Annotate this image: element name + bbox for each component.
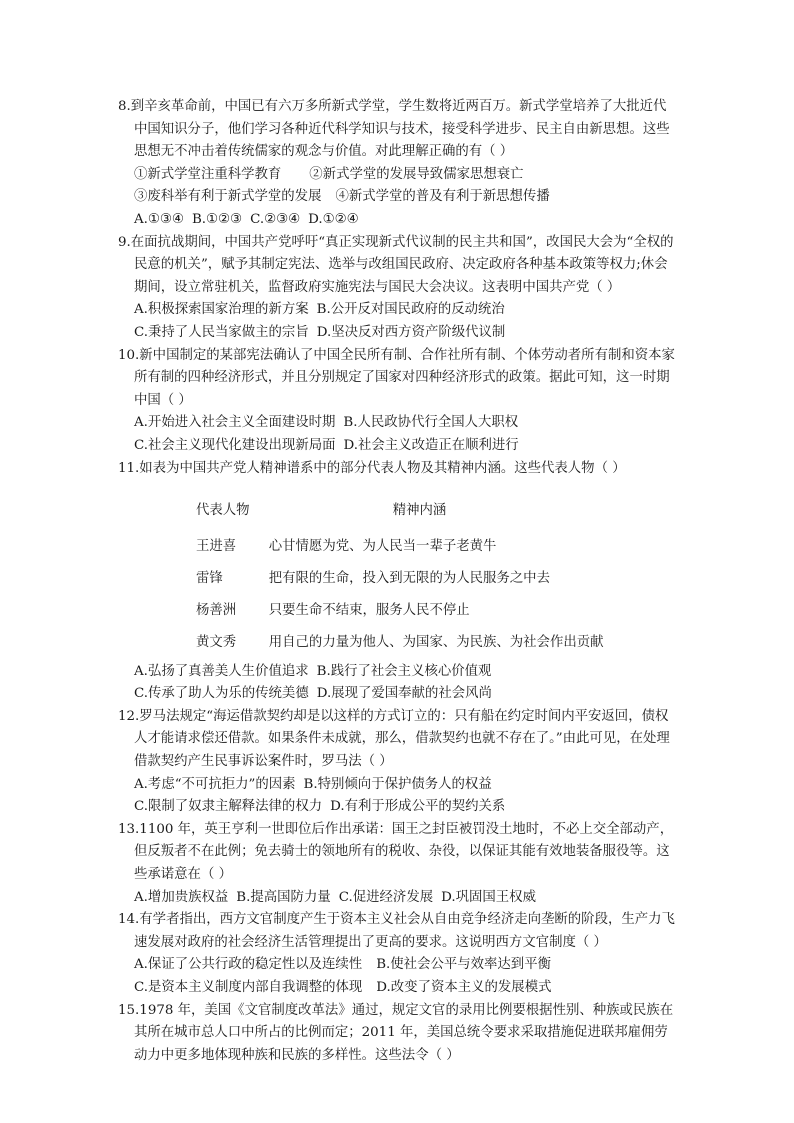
- question-11: [118, 458, 678, 706]
- table-cell-meaning: 把有限的生命，投入到无限的为人民服务之中去: [268, 570, 550, 586]
- question-13-option-c: C.促进经济发展: [338, 889, 434, 905]
- question-10-option-c: C.社会主义现代化建设出现新局面: [134, 437, 336, 453]
- question-12-option-d: D.有利于形成公平的契约关系: [330, 799, 506, 815]
- spirit-table-header-meaning: 精神内涵: [392, 503, 447, 519]
- question-8-item-1: ①新式学堂注重科学教育: [134, 166, 282, 182]
- question-8-options: [118, 209, 678, 232]
- question-13: [118, 819, 678, 909]
- question-9-option-d: D.坚决反对西方资产阶级代议制: [316, 324, 506, 340]
- question-12-option-a: A.考虑“不可抗拒力”的因素: [134, 776, 296, 792]
- table-cell-meaning: 心甘情愿为党、为人民当一辈子老黄牛: [268, 538, 497, 554]
- question-14-option-a: A.保证了公共行政的稳定性以及连续性: [134, 957, 363, 973]
- question-11-options-row-1: [118, 661, 678, 684]
- question-11-options-row-2: [118, 683, 678, 706]
- question-8-option-c: C.②③④: [250, 211, 301, 227]
- exam-page: [118, 96, 678, 1067]
- question-11-option-a: A.弘扬了真善美人生价值追求: [134, 663, 309, 679]
- question-13-option-a: A.增加贵族权益: [134, 889, 229, 905]
- question-14: [118, 909, 678, 999]
- question-11-option-b: B.践行了社会主义核心价值观: [316, 663, 492, 679]
- question-9-option-c: C.秉持了人民当家做主的宗旨: [134, 324, 309, 340]
- table-cell-person: 黄文秀: [196, 634, 237, 650]
- table-cell-person: 雷锋: [196, 570, 223, 586]
- question-14-options-row-1: [118, 954, 678, 977]
- question-8-stem: 8.到辛亥革命前，中国已有六万多所新式学堂，学生数将近两百万。新式学堂培养了大批近代中国知识分子，他们学习各种近代科学知识与技术，接受科学进步、民主自由新思想。这些思想无不冲击着传统儒家的观念与价值。对此理解正确的有（ ）: [118, 99, 670, 160]
- question-13-stem: 13.1100 年，英王亨利一世即位后作出承诺：国王之封臣被罚没土地时，不必上交全部动产，但反叛者不在此例；免去骑士的领地所有的税收、杂役，以保证其能有效地装备服役等。这些承诺意在（ ）: [118, 821, 674, 883]
- table-cell-person: 杨善洲: [196, 602, 237, 618]
- question-12: [118, 706, 678, 819]
- question-8-items-row-2: [118, 186, 678, 209]
- table-cell-person: 王进喜: [196, 538, 237, 554]
- question-15-stem: 15.1978 年，美国《文官制度改革法》通过，规定文官的录用比例要根据性别、种族或民族在其所在城市总人口中所占的比例而定；2011 年，美国总统令要求采取措施促进联邦雇佣劳动力中更多地体现种族和民族的多样性。这些法令（ ）: [118, 1002, 674, 1063]
- question-12-stem: 12.罗马法规定“海运借款契约却是以这样的方式订立的：只有船在约定时间内平安返回，债权人才能请求偿还借款。如果条件未成就，那么，借款契约也就不存在了。”由此可见，在处理借款契约产生民事诉讼案件时，罗马法（ ）: [118, 708, 670, 770]
- question-10: [118, 345, 678, 458]
- question-9-options-row-2: [118, 322, 678, 345]
- question-10-options-row-2: [118, 435, 678, 458]
- question-8-item-4: ④新式学堂的普及有利于新思想传播: [335, 189, 550, 205]
- question-12-options-row-1: [118, 774, 678, 797]
- question-8-option-b: B.①②③: [191, 211, 243, 227]
- question-9: [118, 232, 678, 345]
- question-10-stem: 10.新中国制定的某部宪法确认了中国全民所有制、合作社所有制、个体劳动者所有制和资本家所有制的四种经济形式，并且分别规定了国家对四种经济形式的政策。据此可知，这一时期中国（ ）: [118, 347, 675, 408]
- question-12-option-b: B.特别倾向于保护债务人的权益: [303, 776, 492, 792]
- question-12-options-row-2: [118, 796, 678, 819]
- question-10-option-a: A.开始进入社会主义全面建设时期: [134, 415, 336, 431]
- table-cell-meaning: 只要生命不结束，服务人民不停止: [268, 602, 470, 618]
- spirit-table-header-person: 代表人物: [196, 503, 250, 519]
- question-8: [118, 96, 678, 232]
- question-11-stem: 11.如表为中国共产党人精神谱系中的部分代表人物及其精神内涵。这些代表人物（ ）: [118, 460, 626, 476]
- question-12-option-c: C.限制了奴隶主解释法律的权力: [134, 799, 323, 815]
- question-15: [118, 1000, 678, 1068]
- question-14-options-row-2: [118, 977, 678, 1000]
- table-cell-meaning: 用自己的力量为他人、为国家、为民族、为社会作出贡献: [268, 634, 604, 650]
- question-13-option-d: D.巩固国王权威: [441, 889, 536, 905]
- question-9-option-a: A.积极探索国家治理的新方案: [134, 302, 309, 318]
- question-9-options-row-1: [118, 299, 678, 322]
- question-14-option-d: D.改变了资本主义的发展模式: [376, 980, 552, 995]
- spirit-table: [196, 494, 678, 659]
- question-10-option-d: D.社会主义改造正在顺利进行: [343, 437, 519, 453]
- question-14-stem: 14.有学者指出，西方文官制度产生于资本主义社会从自由竞争经济走向垄断的阶段，生产力飞速发展对政府的社会经济生活管理提出了更高的要求。这说明西方文官制度（ ）: [118, 912, 675, 950]
- question-8-item-3: ③废科举有利于新式学堂的发展: [134, 189, 322, 205]
- question-8-item-2: ②新式学堂的发展导致儒家思想衰亡: [309, 166, 524, 182]
- question-11-option-d: D.展现了爱国奉献的社会风尚: [316, 686, 492, 702]
- question-14-option-b: B.使社会公平与效率达到平衡: [376, 957, 551, 973]
- table-row: [196, 563, 678, 595]
- table-row: [196, 531, 678, 563]
- question-14-option-c: C.是资本主义制度内部自我调整的体现: [134, 980, 363, 995]
- question-10-option-b: B.人民政协代行全国人大职权: [343, 415, 519, 431]
- question-8-option-d: D.①②④: [308, 211, 359, 227]
- spirit-table-header: [196, 494, 678, 531]
- question-8-option-a: A.①③④: [134, 211, 184, 227]
- question-13-option-b: B.提高国防力量: [236, 889, 331, 905]
- question-10-options-row-1: [118, 412, 678, 435]
- question-9-option-b: B.公开反对国民政府的反动统治: [316, 302, 505, 318]
- table-row: [196, 595, 678, 627]
- table-row: [196, 627, 678, 659]
- question-9-stem: 9.在面抗战期间，中国共产党呼吁“真正实现新式代议制的民主共和国”，改国民大会为“全权的民意的机关”，赋予其制定宪法、选举与改组国民政府、决定政府各种基本政策等权力;休会期间，设立常驻机关，监督政府实施宪法与国民大会决议。这表明中国共产党（ ）: [118, 234, 674, 295]
- question-8-items-row-1: [118, 164, 678, 187]
- question-11-option-c: C.传承了助人为乐的传统美德: [134, 686, 309, 702]
- question-13-options: [118, 887, 678, 910]
